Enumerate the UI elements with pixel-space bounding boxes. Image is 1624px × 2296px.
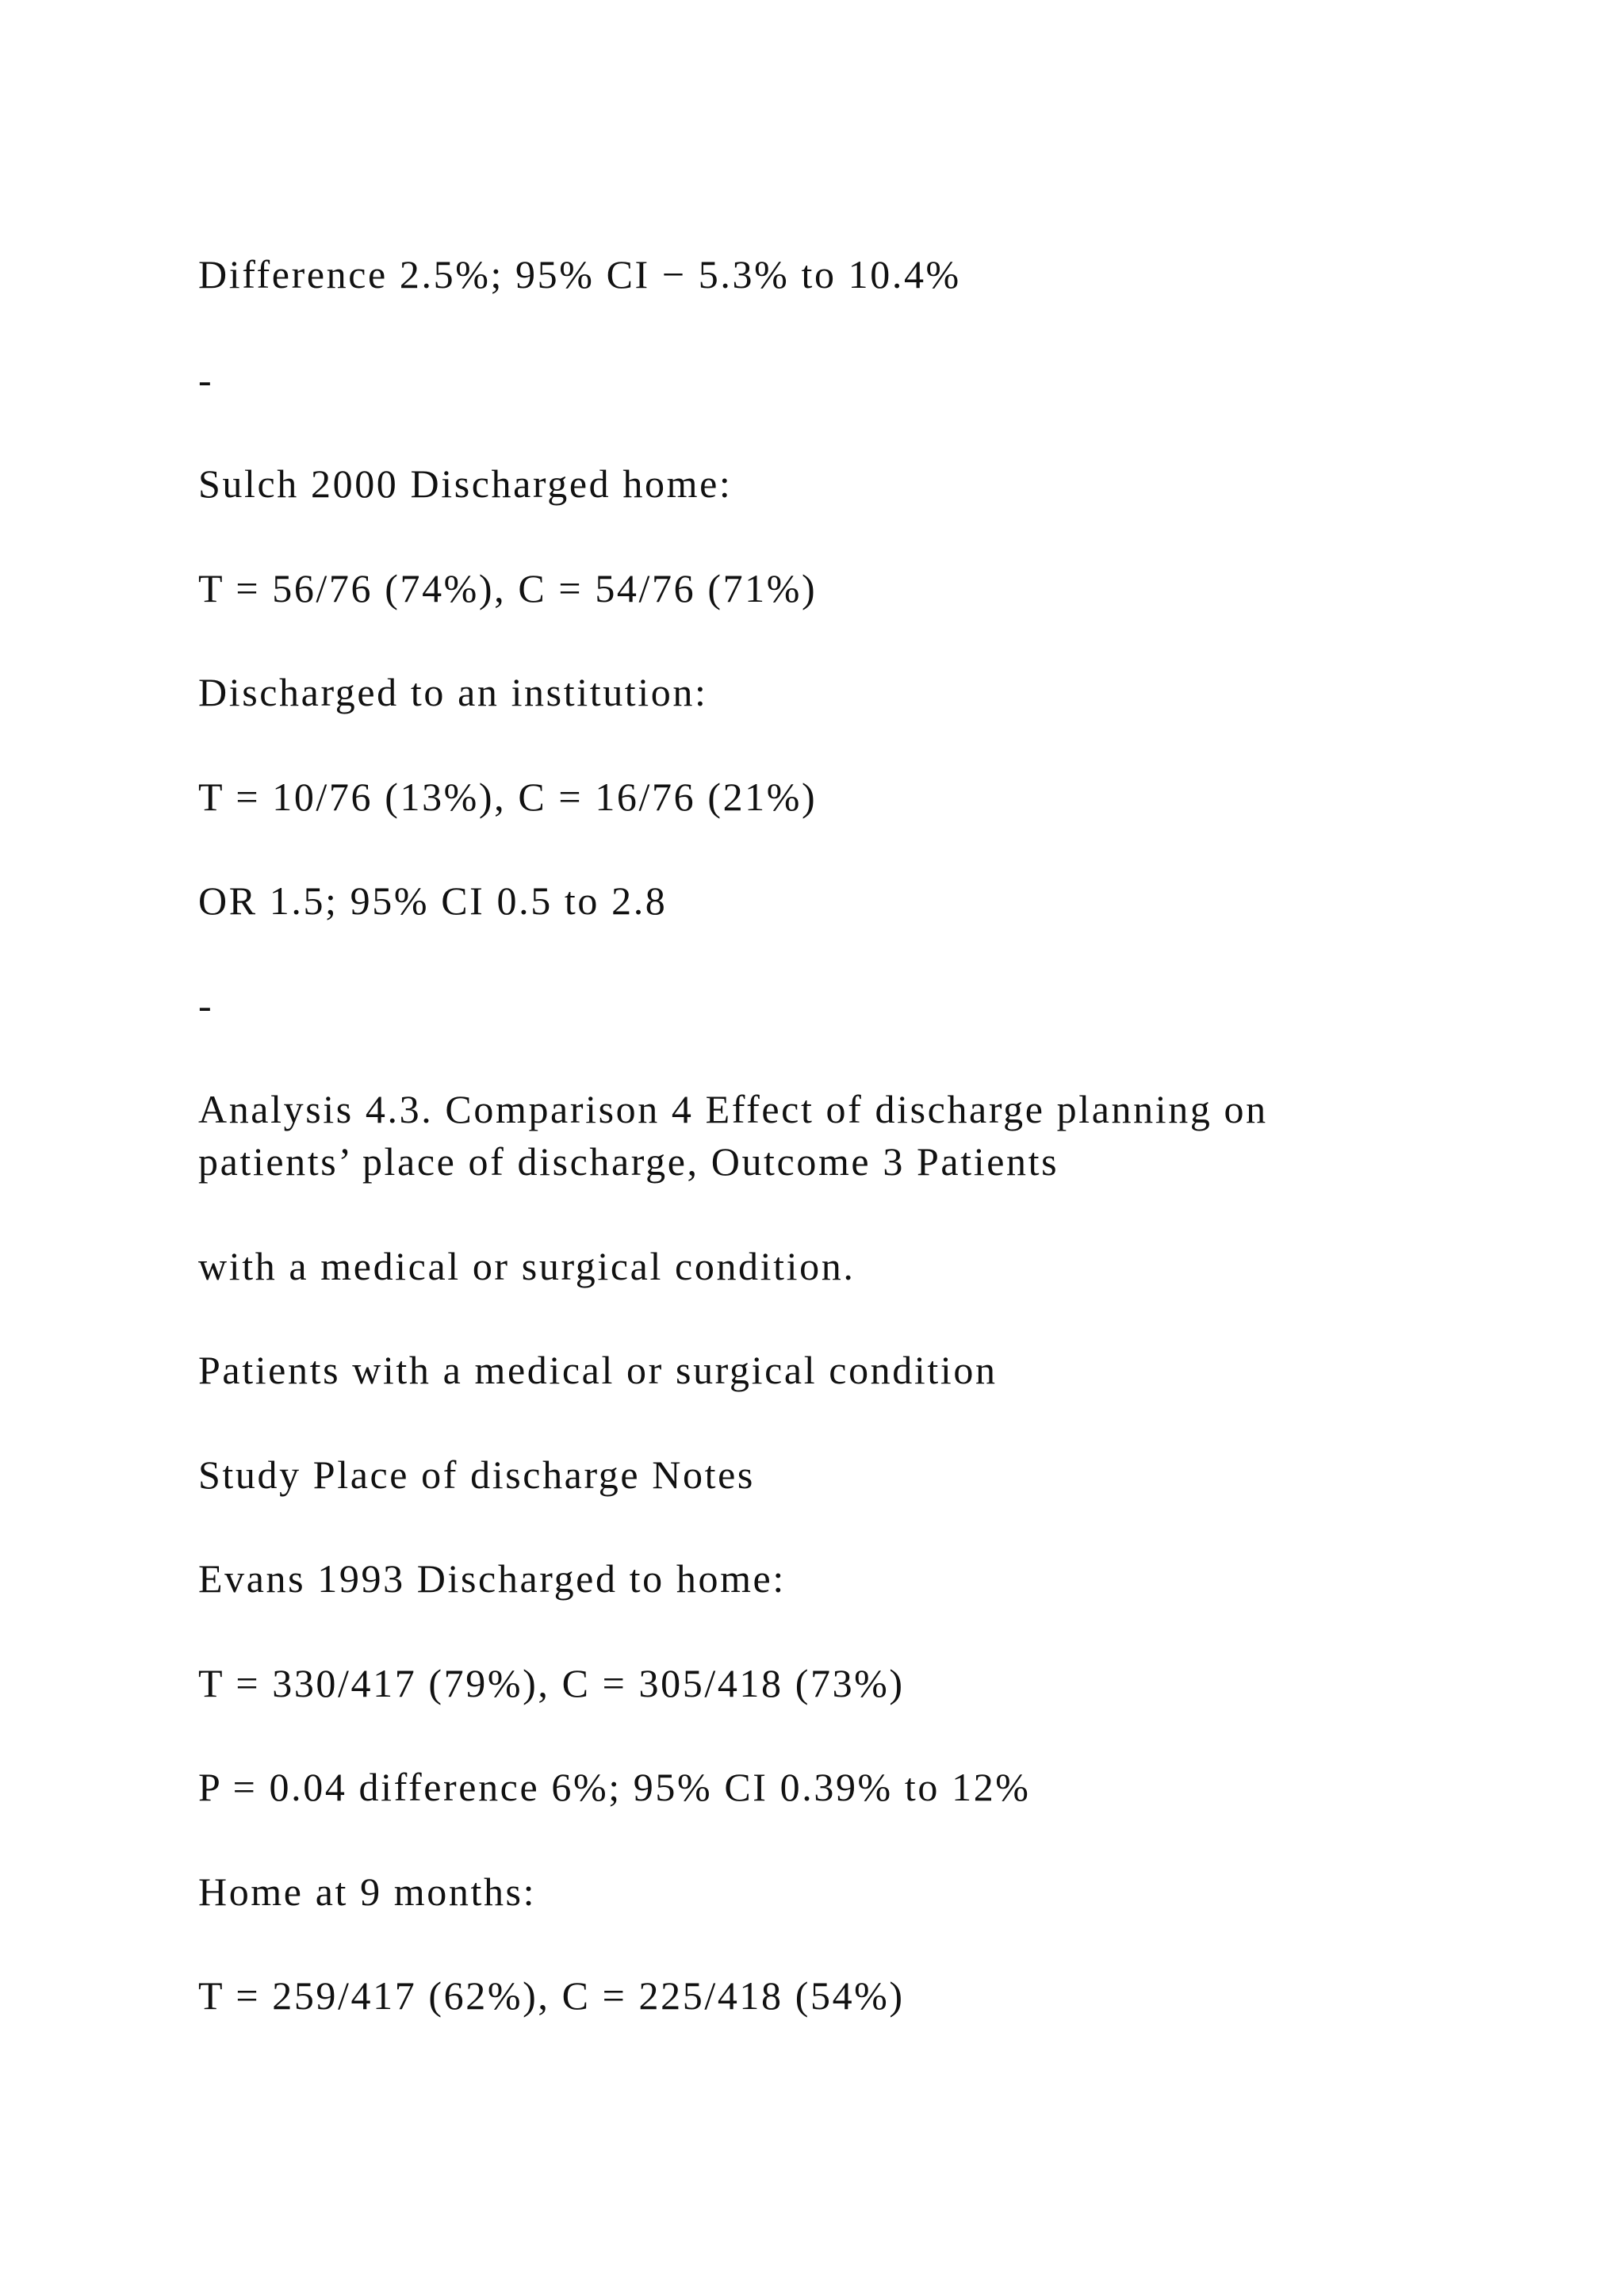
separator-dash: -	[198, 358, 214, 402]
text-line-evans-study: Evans 1993 Discharged to home:	[198, 1556, 786, 1601]
table-caption: Patients with a medical or surgical condition	[198, 1348, 998, 1392]
text-line-sulch-study: Sulch 2000 Discharged home:	[198, 461, 733, 506]
analysis-heading-line-3: with a medical or surgical condition.	[198, 1244, 856, 1288]
separator-dash: -	[198, 983, 214, 1027]
text-line-sulch-home-values: T = 56/76 (74%), C = 54/76 (71%)	[198, 566, 818, 610]
text-line-nine-months-values: T = 259/417 (62%), C = 225/418 (54%)	[198, 1973, 905, 2018]
text-line-nine-months-label: Home at 9 months:	[198, 1869, 537, 1914]
text-line-evans-home-values: T = 330/417 (79%), C = 305/418 (73%)	[198, 1661, 905, 1705]
text-line-p-value: P = 0.04 difference 6%; 95% CI 0.39% to 12%	[198, 1765, 1031, 1809]
table-column-headers: Study Place of discharge Notes	[198, 1452, 755, 1497]
text-line-difference: Difference 2.5%; 95% CI − 5.3% to 10.4%	[198, 252, 961, 297]
text-line-institution-label: Discharged to an institution:	[198, 670, 708, 714]
analysis-heading-line-1: Analysis 4.3. Comparison 4 Effect of discharge planning on	[198, 1087, 1268, 1131]
text-line-institution-values: T = 10/76 (13%), C = 16/76 (21%)	[198, 775, 818, 819]
text-line-odds-ratio: OR 1.5; 95% CI 0.5 to 2.8	[198, 878, 668, 923]
analysis-heading-line-2: patients’ place of discharge, Outcome 3 Patients	[198, 1139, 1059, 1184]
